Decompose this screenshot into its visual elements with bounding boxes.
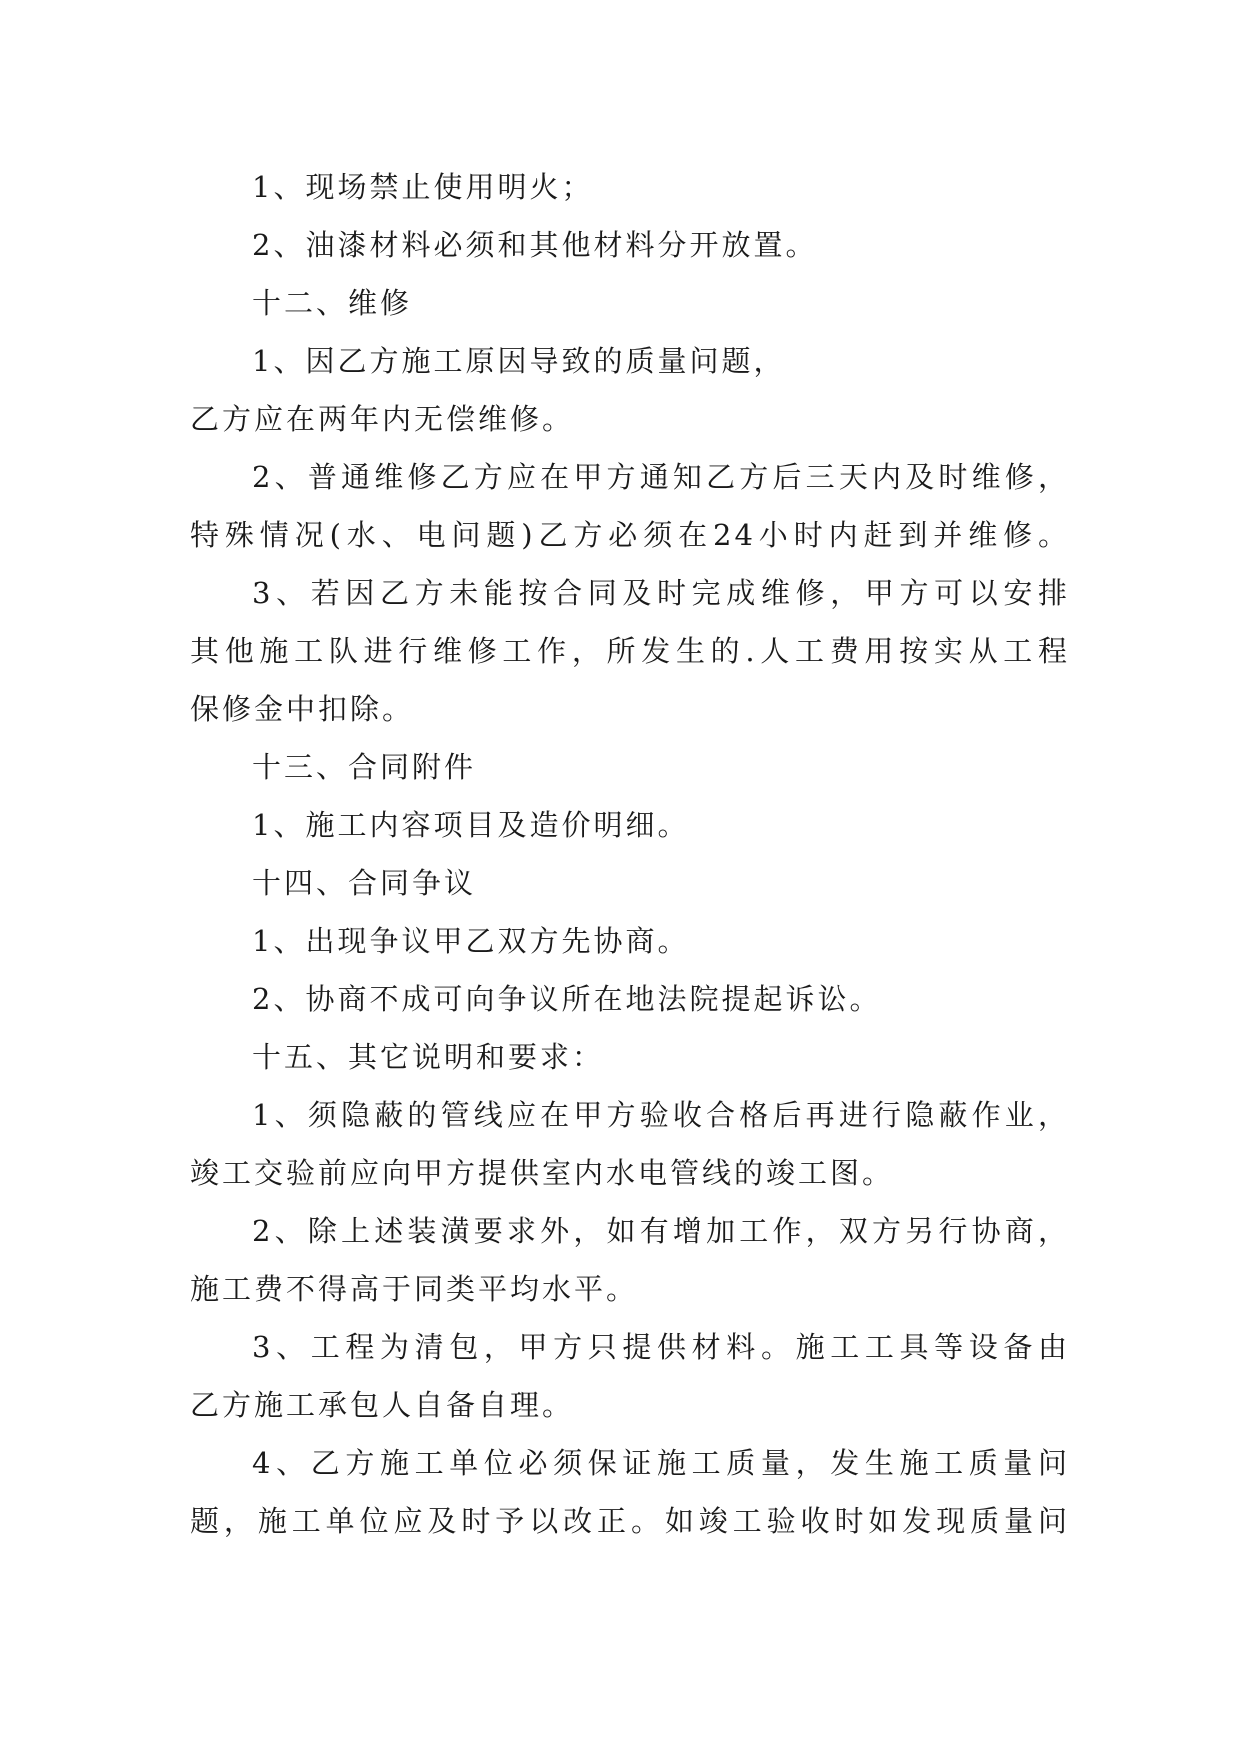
text-line: 保修金中扣除。 [190, 692, 415, 726]
section-heading: 十二、维修 [252, 286, 413, 320]
text-line: 特殊情况(水、电问题)乙方必须在24小时内赶到并维修。 [190, 518, 1070, 552]
text-line: 乙方应在两年内无偿维修。 [190, 402, 575, 436]
text-line: 乙方施工承包人自备自理。 [190, 1388, 575, 1422]
text-line: 2、油漆材料必须和其他材料分开放置。 [252, 228, 818, 262]
section-heading: 十四、合同争议 [252, 866, 477, 900]
text-line: 1、须隐蔽的管线应在甲方验收合格后再进行隐蔽作业， [252, 1098, 1070, 1132]
text-line: 3、若因乙方未能按合同及时完成维修，甲方可以安排 [252, 576, 1070, 610]
text-line: 1、出现争议甲乙双方先协商。 [252, 924, 690, 958]
document-body [190, 158, 1070, 1550]
text-line: 4、乙方施工单位必须保证施工质量，发生施工质量问 [252, 1446, 1070, 1480]
text-line: 竣工交验前应向甲方提供室内水电管线的竣工图。 [190, 1156, 895, 1190]
text-line: 其他施工队进行维修工作，所发生的.人工费用按实从工程 [190, 634, 1070, 668]
section-heading: 十五、其它说明和要求： [252, 1040, 605, 1074]
text-line: 2、除上述装潢要求外，如有增加工作，双方另行协商， [252, 1214, 1070, 1248]
text-line: 3、工程为清包，甲方只提供材料。施工工具等设备由 [252, 1330, 1070, 1364]
text-line: 1、施工内容项目及造价明细。 [252, 808, 690, 842]
text-line: 1、现场禁止使用明火； [252, 170, 594, 204]
text-line: 1、因乙方施工原因导致的质量问题， [252, 344, 786, 378]
section-heading: 十三、合同附件 [252, 750, 477, 784]
text-line: 题，施工单位应及时予以改正。如竣工验收时如发现质量问 [190, 1504, 1070, 1538]
text-line: 2、普通维修乙方应在甲方通知乙方后三天内及时维修， [252, 460, 1070, 494]
text-line: 2、协商不成可向争议所在地法院提起诉讼。 [252, 982, 882, 1016]
text-line: 施工费不得高于同类平均水平。 [190, 1272, 639, 1306]
